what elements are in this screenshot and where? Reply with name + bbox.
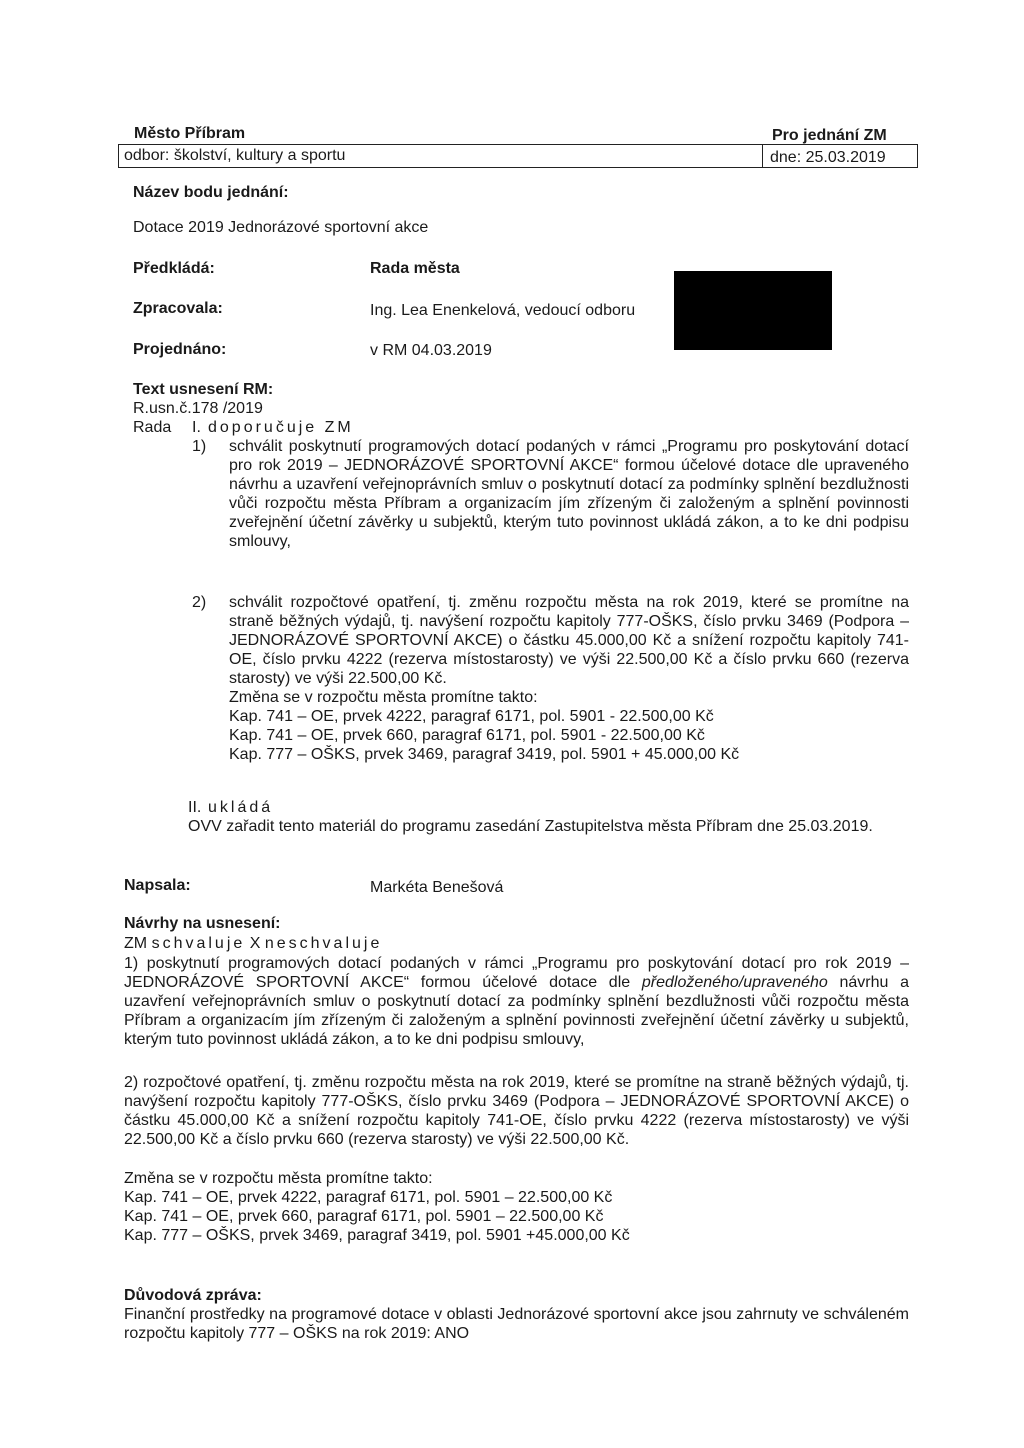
submits-label: Předkládá: bbox=[133, 260, 215, 277]
item-name-label: Název bodu jednání: bbox=[133, 184, 289, 201]
reason-text: Finanční prostředky na programové dotace v oblasti Jednorázové sportovní akce jsou zahrnuty ve schváleném rozpočtu kapitoly 777 – OŠKS na rok 2019: ANO bbox=[124, 1306, 909, 1342]
rm-p2-text: schválit rozpočtové opatření, tj. změnu rozpočtu města na rok 2019, které se promítne na straně běžných výdajů, tj. navýšení rozpočtu kapitoly 777-OŠKS, číslo prvku 3469 (Podpora – JEDNORÁZOVÉ SPORTOVNÍ AKCE) o částku 45.000,00 Kč a snížení rozpočtu kapitoly 741-OE, číslo prvku 4222 (rezerva místostarosty) ve výši 22.500,00 Kč a číslo prvku 660 (rezerva starosty) ve výši 22.500,00 Kč. bbox=[229, 594, 909, 687]
rm-change-line: Kap. 741 – OE, prvek 4222, paragraf 6171, pol. 5901 - 22.500,00 Kč bbox=[229, 708, 714, 725]
rm-change-intro: Změna se v rozpočtu města promítne takto: bbox=[229, 689, 538, 706]
meeting-label: Pro jednání ZM bbox=[772, 127, 887, 144]
meeting-date: dne: 25.03.2019 bbox=[770, 149, 886, 166]
roman-one: I. bbox=[192, 419, 201, 436]
or-label: X bbox=[249, 935, 261, 952]
rm-change-line: Kap. 777 – OŠKS, prvek 3469, paragraf 3419, pol. 5901 + 45.000,00 Kč bbox=[229, 746, 740, 763]
rm-council: Rada bbox=[133, 419, 172, 436]
rm-p2-number: 2) bbox=[192, 594, 207, 611]
proposal-change-line: Kap. 741 – OE, prvek 4222, paragraf 6171, pol. 5901 – 22.500,00 Kč bbox=[124, 1189, 613, 1206]
proposal-p1-italic: předloženého/upraveného bbox=[641, 974, 828, 991]
city-name: Město Příbram bbox=[134, 125, 246, 142]
header-divider bbox=[762, 144, 763, 168]
recommends: doporučuje ZM bbox=[208, 419, 354, 436]
rm-number: R.usn.č.178 /2019 bbox=[133, 400, 263, 417]
proposal-p1-a: 1) poskytnutí programových dotací podaných v rámci „Programu pro poskytování dotací pro rok 2019 – JEDNORÁZOVÉ SPORTOVNÍ AKCE“ formou účelové dotace dle bbox=[124, 955, 909, 991]
proposal-p1 bbox=[124, 954, 909, 1049]
proposal-heading: Návrhy na usnesení: bbox=[124, 915, 281, 932]
proposal-change-intro: Změna se v rozpočtu města promítne takto: bbox=[124, 1170, 433, 1187]
proposal-p2: 2) rozpočtové opatření, tj. změnu rozpočtu města na rok 2019, které se promítne na straně běžných výdajů, tj. navýšení rozpočtu kapitoly 777-OŠKS, číslo prvku 3469 (Podpora – JEDNORÁZOVÉ SPORTOVNÍ AKCE) o částku 45.000,00 Kč a snížení rozpočtu kapitoly 741-OE, číslo prvku 4222 (rezerva místostarosty) ve výši 22.500,00 Kč a číslo prvku 660 (rezerva starosty) ve výši 22.500,00 Kč. bbox=[124, 1074, 909, 1148]
redaction-block bbox=[674, 271, 832, 350]
submits-value: Rada města bbox=[370, 260, 460, 277]
prepared-label: Zpracovala: bbox=[133, 300, 223, 317]
discussed-label: Projednáno: bbox=[133, 341, 227, 358]
item-name: Dotace 2019 Jednorázové sportovní akce bbox=[133, 219, 429, 236]
reason-heading: Důvodová zpráva: bbox=[124, 1287, 262, 1304]
proposal-change-line: Kap. 777 – OŠKS, prvek 3469, paragraf 3419, pol. 5901 +45.000,00 Kč bbox=[124, 1227, 630, 1244]
discussed-value: v RM 04.03.2019 bbox=[370, 342, 492, 359]
rm-change-line: Kap. 741 – OE, prvek 660, paragraf 6171, pol. 5901 - 22.500,00 Kč bbox=[229, 727, 705, 744]
rejects: neschvaluje bbox=[264, 935, 383, 952]
instructs: ukládá bbox=[208, 799, 274, 816]
approves: schvaluje bbox=[151, 935, 246, 952]
written-value: Markéta Benešová bbox=[370, 879, 504, 896]
rm-heading: Text usnesení RM: bbox=[133, 381, 274, 398]
department: odbor: školství, kultury a sportu bbox=[124, 147, 346, 164]
zm-label: ZM bbox=[124, 935, 148, 952]
instruct-text: OVV zařadit tento materiál do programu zasedání Zastupitelstva města Příbram dne 25.03.2019. bbox=[188, 818, 873, 835]
roman-two: II. bbox=[188, 799, 202, 816]
written-label: Napsala: bbox=[124, 877, 191, 894]
proposal-p1-b: návrhu a uzavření veřejnoprávních smluv o poskytnutí dotací za podmínky splnění bezdlužnosti vůči rozpočtu města Příbram a organizacím jím zřízeným či založeným a splnění povinnosti zveřejnění účetní závěrky u subjektů, kterým tuto povinnost ukládá zákon, a to ke dni podpisu smlouvy, bbox=[124, 974, 909, 1048]
rm-p1-text: schválit poskytnutí programových dotací podaných v rámci „Programu pro poskytování dotací pro rok 2019 – JEDNORÁZOVÉ SPORTOVNÍ AKCE“ formou účelové dotace dle upraveného návrhu a uzavření veřejnoprávních smluv o poskytnutí dotací za podmínky splnění bezdlužnosti vůči rozpočtu města Příbram a organizacím jím zřízeným či založeným a splnění povinnosti zveřejnění účetní závěrky u subjektů, kterým tuto povinnost ukládá zákon, a to ke dni podpisu smlouvy, bbox=[229, 438, 909, 550]
rm-p1-number: 1) bbox=[192, 438, 207, 455]
proposal-vote-line bbox=[124, 934, 382, 953]
prepared-value: Ing. Lea Enenkelová, vedoucí odboru bbox=[370, 302, 636, 319]
proposal-change-line: Kap. 741 – OE, prvek 660, paragraf 6171, pol. 5901 – 22.500,00 Kč bbox=[124, 1208, 604, 1225]
